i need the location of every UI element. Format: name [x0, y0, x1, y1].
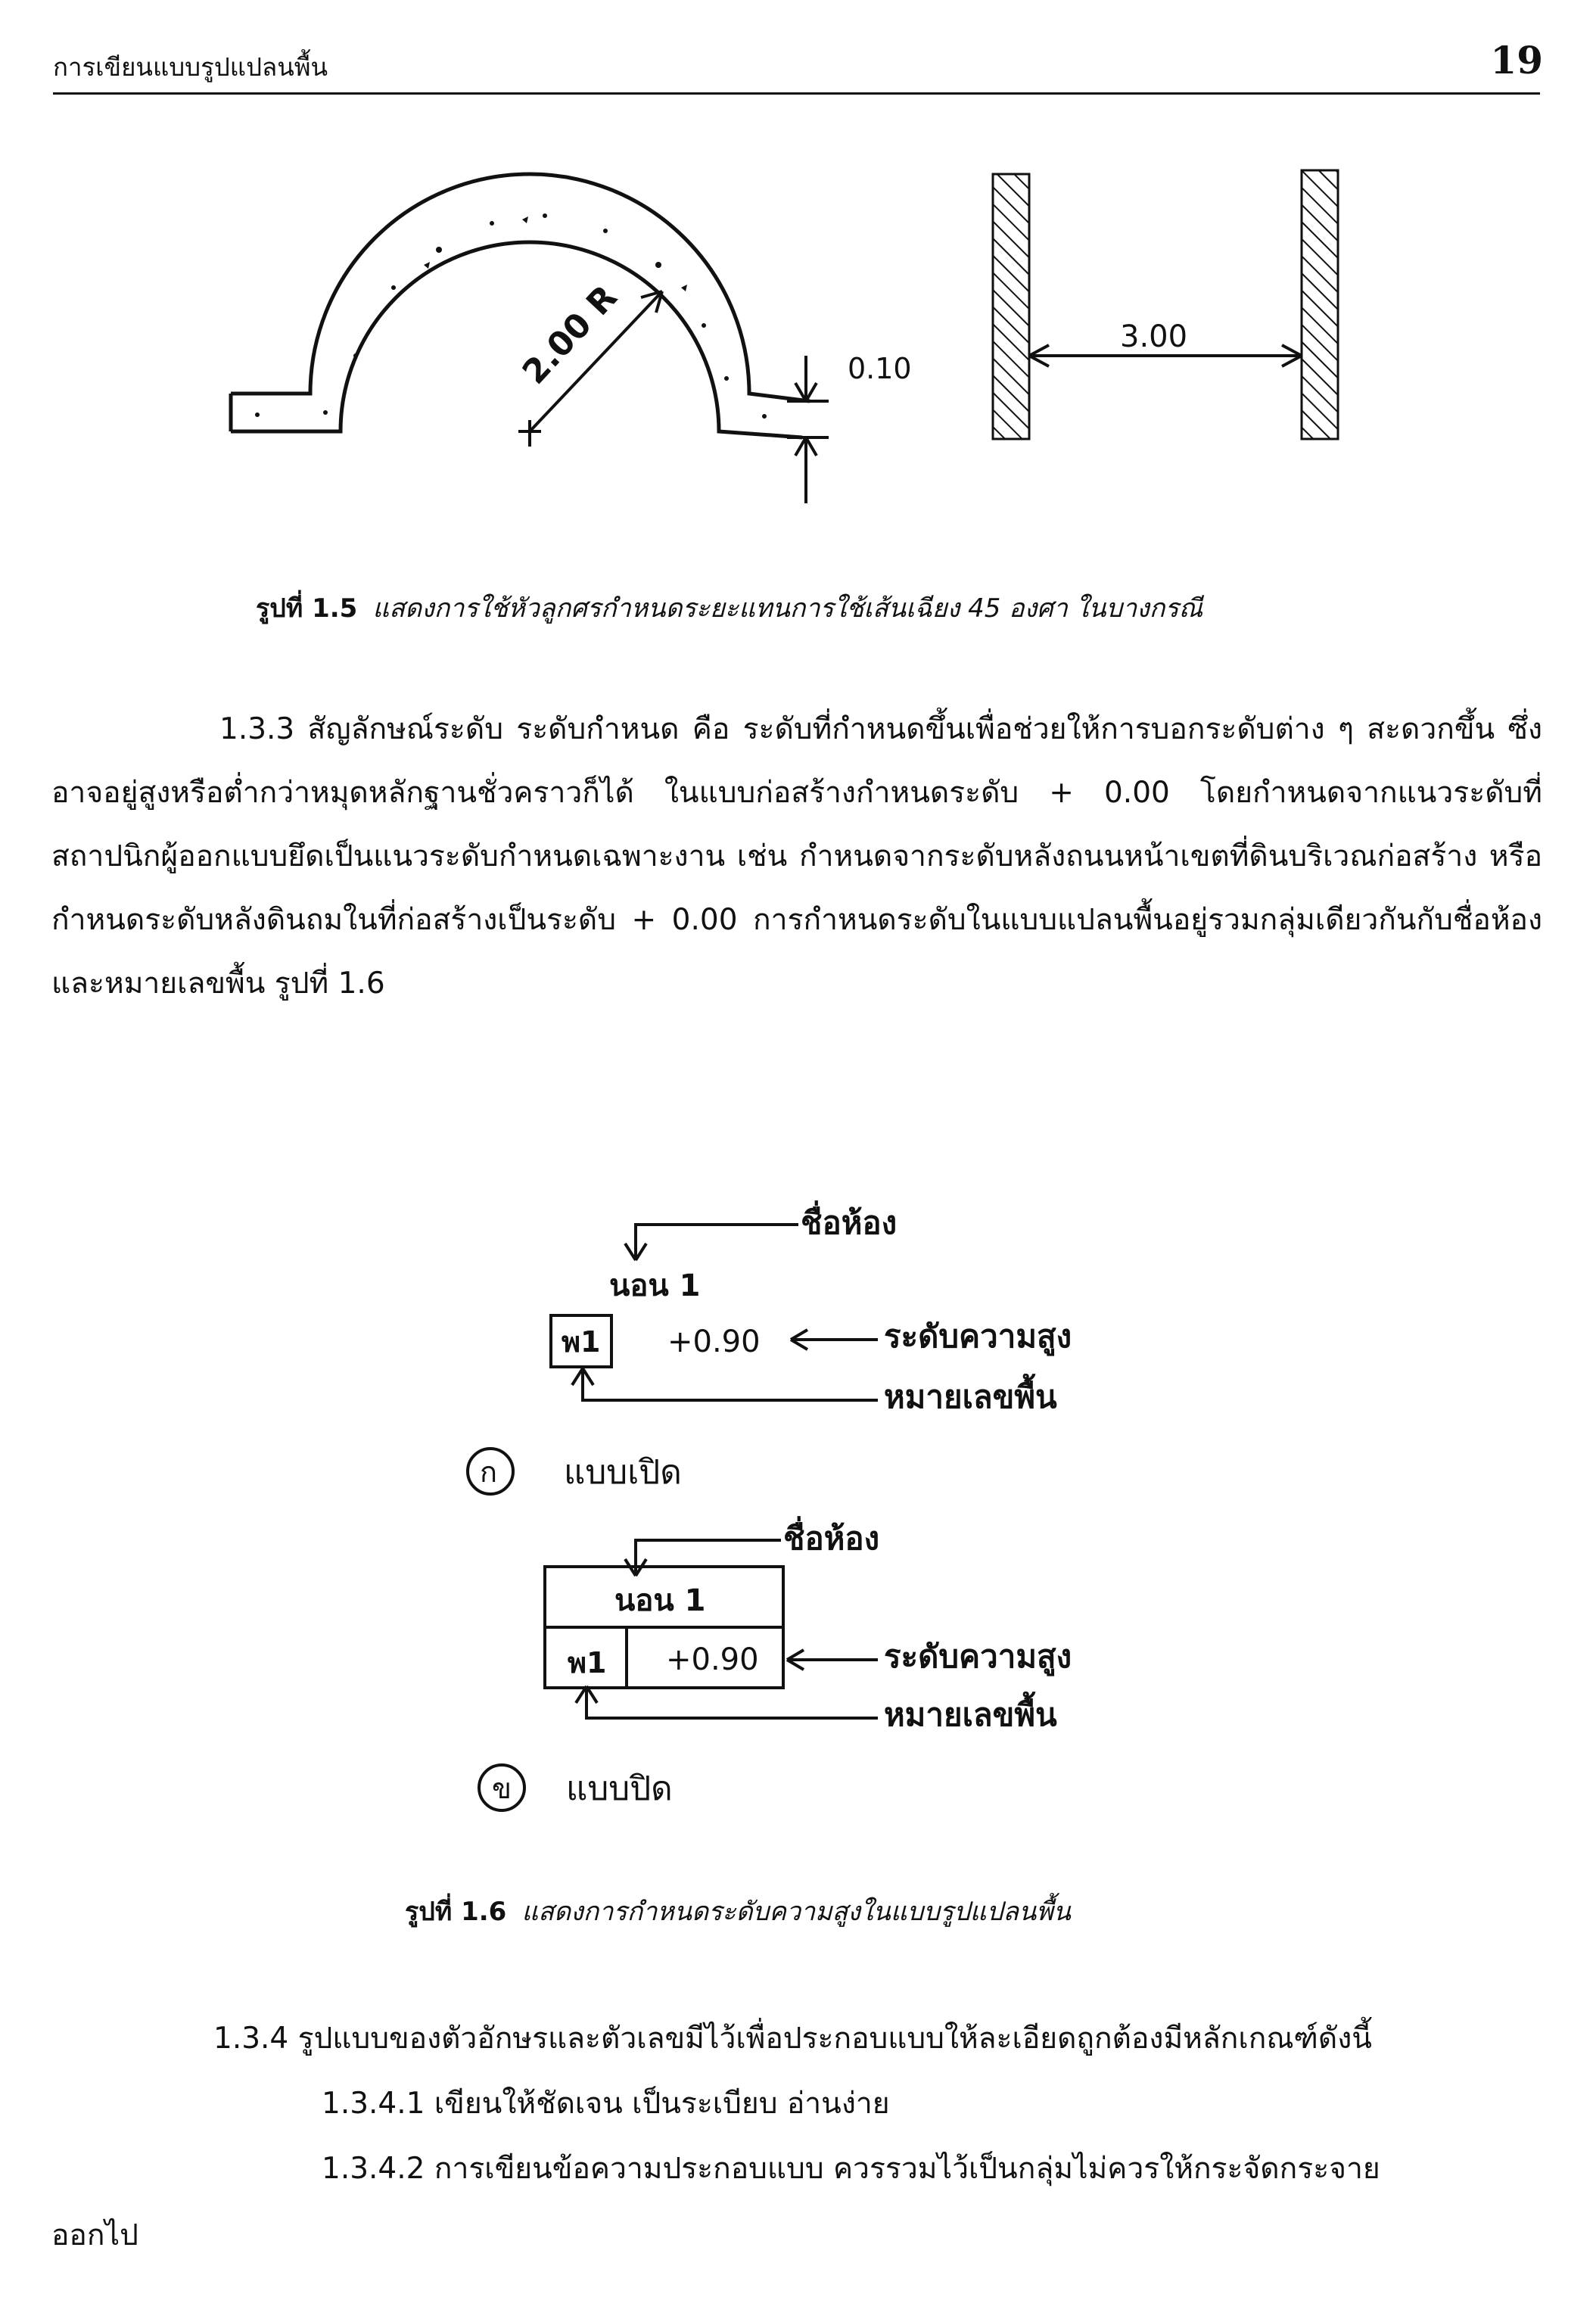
open-floor-code: พ1: [562, 1325, 601, 1359]
open-style-leaders: [572, 1225, 878, 1400]
open-level-value: +0.90: [667, 1324, 761, 1359]
marker-a-letter: ก: [480, 1455, 498, 1489]
closed-level-value: +0.90: [666, 1642, 759, 1677]
closed-room-name: นอน 1: [614, 1583, 706, 1618]
section-1-3-3-text: 1.3.3 สัญลักษณ์ระดับ ระดับกำหนด คือ ระดับที่กำหนดขึ้นเพื่อช่วยให้การบอกระดับต่าง ๆ สะดวกขึ้น ซึ่งอาจอยู่สูงหรือต่ำกว่าหมุดหลักฐานชั่วคราวก็ได้ ในแบบก่อสร้างกำหนดระดับ + 0.00 โดยกำหนดจากแนวระดับที่สถาปนิกผู้ออกแบบยึดเป็นแนวระดับกำหนดเฉพาะงาน เช่น กำหนดจากระดับหลังถนนหน้าเขตที่ดินบริเวณก่อสร้าง หรือกำหนดระดับหลังดินถมในที่ก่อสร้างเป็นระดับ + 0.00 การกำหนดระดับในแบบแปลนพื้นอยู่รวมกลุ่มเดียวกันกับชื่อห้อง และหมายเลขพื้น รูปที่ 1.6: [51, 712, 1542, 1001]
running-header-title: การเขียนแบบรูปแปลนพื้น: [53, 52, 328, 82]
marker-b-letter: ข: [492, 1772, 512, 1805]
open-floor-number-label: หมายเลขพื้น: [884, 1378, 1057, 1415]
wall-dimension-label: 3.00: [1120, 319, 1188, 354]
closed-level-label: ระดับความสูง: [884, 1638, 1072, 1675]
section-1-3-4-2: 1.3.4.2 การเขียนข้อความประกอบแบบ ควรรวมไว้เป็นกลุ่มไม่ควรให้กระจัดกระจาย: [322, 2152, 1380, 2186]
page-number: 19: [1490, 38, 1543, 82]
closed-floor-number-label: หมายเลขพื้น: [884, 1696, 1057, 1733]
caption-number: รูปที่ 1.5: [256, 593, 358, 624]
thickness-label: 0.10: [848, 352, 912, 385]
figure-1-6-caption: [405, 1891, 1071, 1931]
radius-label: 2.00 R: [515, 278, 625, 392]
open-level-label: ระดับความสูง: [884, 1318, 1072, 1355]
closed-room-name-label: ชื่อห้อง: [783, 1520, 880, 1557]
section-1-3-4-2-continuation: ออกไป: [51, 2218, 138, 2252]
open-room-name-label: ชื่อห้อง: [801, 1204, 898, 1241]
caption-number: รูปที่ 1.6: [405, 1897, 507, 1927]
section-1-3-4-1: 1.3.4.1 เขียนให้ชัดเจน เป็นระเบียบ อ่านง่าย: [322, 2087, 890, 2121]
closed-style-name: แบบปิด: [566, 1770, 673, 1808]
closed-floor-code: พ1: [568, 1646, 607, 1679]
open-style-name: แบบเปิด: [564, 1453, 682, 1492]
open-room-name: นอน 1: [609, 1268, 701, 1303]
caption-text: แสดงการใช้หัวลูกศรกำหนดระยะแทนการใช้เส้นเฉียง 45 องศา ในบางกรณี: [372, 593, 1203, 624]
section-1-3-4-heading: 1.3.4 รูปแบบของตัวอักษรและตัวเลขมีไว้เพื่อประกอบแบบให้ละเอียดถูกต้องมีหลักเกณฑ์ดังนี้: [213, 2022, 1372, 2056]
caption-text: แสดงการกำหนดระดับความสูงในแบบรูปแปลนพื้น: [521, 1897, 1071, 1927]
